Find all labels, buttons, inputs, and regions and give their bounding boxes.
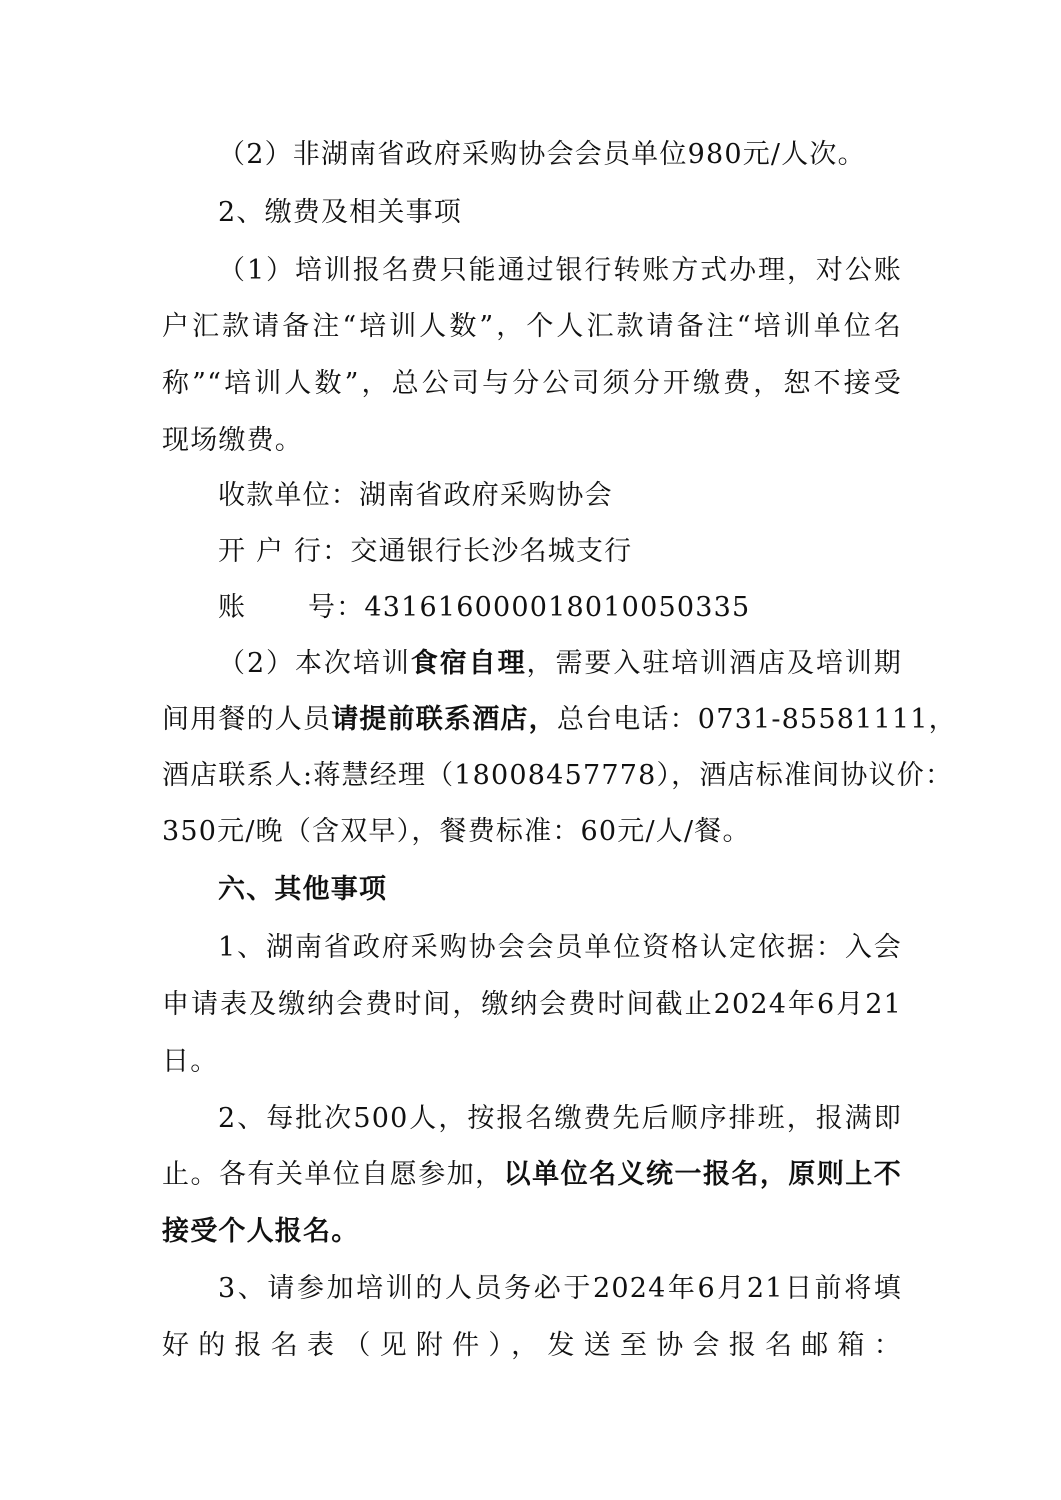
lodging-text-c: ，需要入驻培训酒店及培训期	[526, 648, 903, 679]
account-info	[218, 588, 902, 628]
item2-line2	[162, 1155, 902, 1195]
item1-line3: 日。	[162, 1046, 219, 1077]
paragraph-fee-nonmember: （2）非湖南省政府采购协会会员单位980元/人次。	[218, 139, 866, 170]
payee-info: 收款单位：湖南省政府采购协会	[218, 480, 613, 511]
item3-line1: 3、请参加培训的人员务必于2024年6月21日前将填	[218, 1273, 902, 1304]
subheading-payment: 2、缴费及相关事项	[218, 197, 462, 228]
lodging-text-a: （2）本次培训	[218, 648, 411, 679]
section-title-other-matters: 六、其他事项	[218, 874, 388, 905]
paragraph-transfer-line3: 称”“培训人数”，总公司与分公司须分开缴费，恕不接受	[162, 368, 902, 399]
lodging-text-d: 间用餐的人员	[162, 704, 332, 735]
account-label: 账 号：	[218, 592, 365, 623]
lodging-bold-contact-hotel: 请提前联系酒店，	[331, 704, 557, 735]
lodging-bold-self-pay: 食宿自理	[410, 648, 527, 679]
item1-line2: 申请表及缴纳会费时间，缴纳会费时间截止2024年6月21	[162, 989, 902, 1020]
paragraph-lodging-line1	[218, 644, 902, 684]
paragraph-transfer-line2: 户汇款请备注“培训人数”，个人汇款请备注“培训单位名	[162, 311, 902, 342]
item2-text: 止。各有关单位自愿参加，	[162, 1159, 504, 1190]
item2-line3	[162, 1212, 902, 1252]
lodging-phone: 总台电话：0731-85581111，	[556, 704, 957, 735]
paragraph-lodging-line3: 酒店联系人:蒋慧经理（18008457778），酒店标准间协议价：	[162, 760, 954, 791]
account-number: 431616000018010050335	[364, 592, 751, 623]
paragraph-transfer-line1: （1）培训报名费只能通过银行转账方式办理，对公账	[218, 255, 902, 286]
paragraph-transfer-line4: 现场缴费。	[162, 425, 303, 456]
item3-line2: 好的报名表（见附件），发送至协会报名邮箱：	[162, 1330, 902, 1361]
item2-bold-no-individual: 接受个人报名。	[162, 1216, 360, 1247]
paragraph-lodging-line4: 350元/晚（含双早），餐费标准：60元/人/餐。	[162, 816, 751, 847]
item2-bold-unit-registration: 以单位名义统一报名，原则上不	[503, 1159, 902, 1190]
paragraph-lodging-line2	[162, 700, 957, 740]
item2-line1: 2、每批次500人，按报名缴费先后顺序排班，报满即	[218, 1103, 902, 1134]
bank-info: 开 户 行：交通银行长沙名城支行	[218, 536, 633, 567]
item1-line1: 1、湖南省政府采购协会会员单位资格认定依据：入会	[218, 932, 902, 963]
